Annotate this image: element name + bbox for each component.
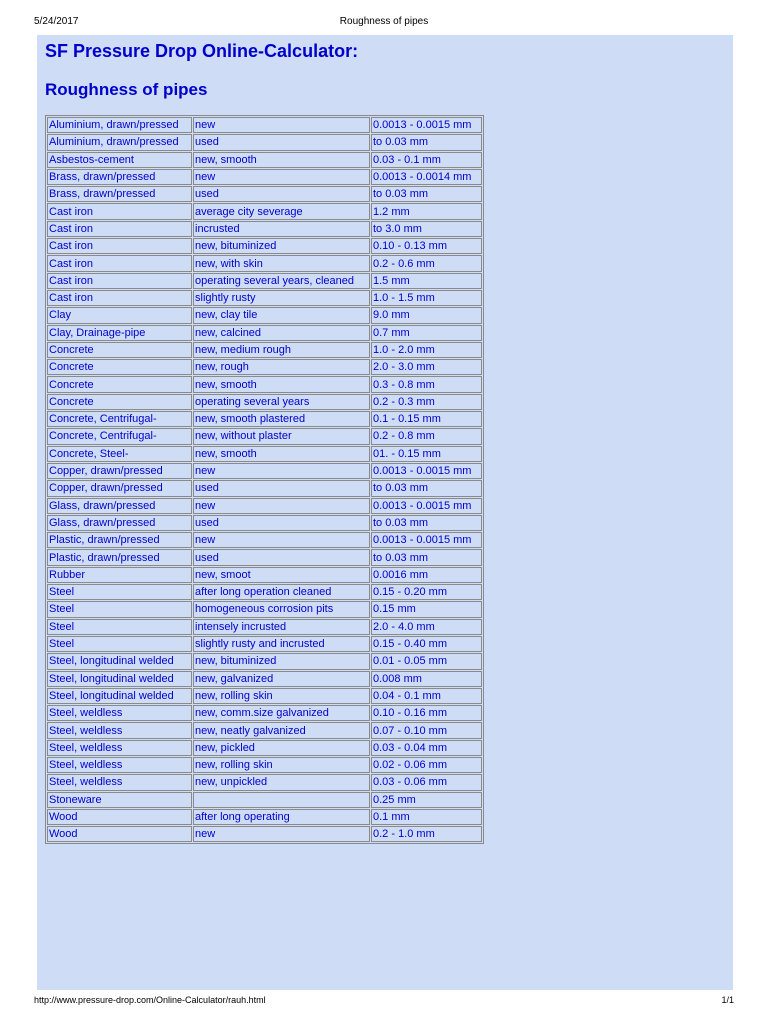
table-row <box>47 826 482 842</box>
cell-material: Steel, weldless <box>47 757 192 773</box>
cell-condition: new, unpickled <box>193 774 370 790</box>
cell-material: Aluminium, drawn/pressed <box>47 117 192 133</box>
cell-material: Concrete, Centrifugal- <box>47 428 192 444</box>
table-row <box>47 653 482 669</box>
cell-roughness: 0.10 - 0.13 mm <box>371 238 482 254</box>
cell-roughness: 0.10 - 0.16 mm <box>371 705 482 721</box>
table-row <box>47 792 482 808</box>
cell-material: Cast iron <box>47 203 192 219</box>
table-row <box>47 221 482 237</box>
cell-roughness: 01. - 0.15 mm <box>371 446 482 462</box>
table-row <box>47 515 482 531</box>
cell-condition: after long operating <box>193 809 370 825</box>
cell-material: Cast iron <box>47 290 192 306</box>
print-url: http://www.pressure-drop.com/Online-Calculator/rauh.html <box>34 995 266 1005</box>
cell-condition: new, rolling skin <box>193 688 370 704</box>
cell-roughness: 0.008 mm <box>371 671 482 687</box>
table-row <box>47 428 482 444</box>
cell-material: Copper, drawn/pressed <box>47 463 192 479</box>
cell-condition: used <box>193 549 370 565</box>
cell-condition: after long operation cleaned <box>193 584 370 600</box>
cell-condition: slightly rusty and incrusted <box>193 636 370 652</box>
cell-material: Concrete <box>47 359 192 375</box>
table-row <box>47 273 482 289</box>
cell-material: Stoneware <box>47 792 192 808</box>
cell-material: Cast iron <box>47 255 192 271</box>
table-row <box>47 619 482 635</box>
cell-roughness: to 0.03 mm <box>371 134 482 150</box>
table-row <box>47 601 482 617</box>
table-row <box>47 774 482 790</box>
cell-condition: new, with skin <box>193 255 370 271</box>
cell-material: Asbestos-cement <box>47 152 192 168</box>
print-page-number: 1/1 <box>721 995 734 1005</box>
cell-material: Aluminium, drawn/pressed <box>47 134 192 150</box>
table-row <box>47 411 482 427</box>
cell-condition: new, galvanized <box>193 671 370 687</box>
cell-condition: new, smooth <box>193 446 370 462</box>
cell-material: Concrete <box>47 394 192 410</box>
cell-condition: new <box>193 532 370 548</box>
cell-material: Plastic, drawn/pressed <box>47 549 192 565</box>
cell-condition: used <box>193 480 370 496</box>
cell-material: Cast iron <box>47 238 192 254</box>
table-row <box>47 549 482 565</box>
cell-condition: new, clay tile <box>193 307 370 323</box>
table-row <box>47 584 482 600</box>
cell-roughness: 0.2 - 0.3 mm <box>371 394 482 410</box>
table-row <box>47 722 482 738</box>
cell-material: Concrete <box>47 342 192 358</box>
table-row <box>47 740 482 756</box>
cell-material: Wood <box>47 809 192 825</box>
cell-material: Steel <box>47 584 192 600</box>
cell-roughness: 0.7 mm <box>371 325 482 341</box>
cell-roughness: 0.0013 - 0.0015 mm <box>371 532 482 548</box>
cell-roughness: 0.3 - 0.8 mm <box>371 376 482 392</box>
cell-roughness: 0.02 - 0.06 mm <box>371 757 482 773</box>
table-row <box>47 152 482 168</box>
cell-condition: new, without plaster <box>193 428 370 444</box>
cell-condition: new, bituminized <box>193 238 370 254</box>
print-header <box>34 16 734 30</box>
table-row <box>47 446 482 462</box>
roughness-table-body <box>47 117 482 842</box>
cell-condition: operating several years <box>193 394 370 410</box>
cell-condition: new <box>193 498 370 514</box>
cell-roughness: 9.0 mm <box>371 307 482 323</box>
cell-condition: used <box>193 186 370 202</box>
cell-roughness: to 0.03 mm <box>371 480 482 496</box>
page-subheading: Roughness of pipes <box>45 80 208 99</box>
cell-material: Steel <box>47 619 192 635</box>
page-heading: SF Pressure Drop Online-Calculator: <box>45 41 359 61</box>
print-footer <box>34 995 734 1009</box>
cell-material: Glass, drawn/pressed <box>47 498 192 514</box>
table-row <box>47 671 482 687</box>
cell-condition: new, calcined <box>193 325 370 341</box>
table-row <box>47 307 482 323</box>
cell-condition: used <box>193 515 370 531</box>
table-row <box>47 809 482 825</box>
roughness-table <box>45 115 484 844</box>
cell-condition: new <box>193 169 370 185</box>
cell-material: Steel, weldless <box>47 740 192 756</box>
table-row <box>47 636 482 652</box>
cell-condition: new <box>193 117 370 133</box>
cell-material: Concrete <box>47 376 192 392</box>
cell-material: Concrete, Steel- <box>47 446 192 462</box>
cell-roughness: 0.25 mm <box>371 792 482 808</box>
table-row <box>47 134 482 150</box>
cell-roughness: 0.2 - 0.6 mm <box>371 255 482 271</box>
cell-material: Steel, longitudinal welded <box>47 688 192 704</box>
cell-condition: new, smooth <box>193 152 370 168</box>
cell-material: Steel, weldless <box>47 774 192 790</box>
cell-material: Brass, drawn/pressed <box>47 169 192 185</box>
cell-condition: new, pickled <box>193 740 370 756</box>
cell-material: Steel, weldless <box>47 722 192 738</box>
cell-condition: average city severage <box>193 203 370 219</box>
cell-condition: incrusted <box>193 221 370 237</box>
cell-material: Cast iron <box>47 221 192 237</box>
cell-condition: used <box>193 134 370 150</box>
cell-condition: homogeneous corrosion pits <box>193 601 370 617</box>
cell-material: Cast iron <box>47 273 192 289</box>
cell-material: Steel, longitudinal welded <box>47 653 192 669</box>
cell-material: Wood <box>47 826 192 842</box>
cell-roughness: to 0.03 mm <box>371 515 482 531</box>
cell-material: Glass, drawn/pressed <box>47 515 192 531</box>
cell-condition: new, rough <box>193 359 370 375</box>
cell-roughness: 1.2 mm <box>371 203 482 219</box>
cell-condition: intensely incrusted <box>193 619 370 635</box>
cell-roughness: to 0.03 mm <box>371 549 482 565</box>
cell-roughness: 0.0013 - 0.0014 mm <box>371 169 482 185</box>
cell-condition: new, neatly galvanized <box>193 722 370 738</box>
table-row <box>47 203 482 219</box>
cell-material: Clay <box>47 307 192 323</box>
cell-roughness: to 3.0 mm <box>371 221 482 237</box>
cell-material: Plastic, drawn/pressed <box>47 532 192 548</box>
cell-roughness: 0.15 - 0.20 mm <box>371 584 482 600</box>
table-row <box>47 498 482 514</box>
table-row <box>47 238 482 254</box>
roughness-table-wrapper <box>45 115 484 844</box>
cell-condition: new <box>193 463 370 479</box>
cell-roughness: 0.01 - 0.05 mm <box>371 653 482 669</box>
cell-condition: new, smoot <box>193 567 370 583</box>
cell-roughness: 0.15 - 0.40 mm <box>371 636 482 652</box>
cell-condition: new <box>193 826 370 842</box>
table-row <box>47 376 482 392</box>
cell-material: Copper, drawn/pressed <box>47 480 192 496</box>
cell-condition: new, smooth <box>193 376 370 392</box>
table-row <box>47 186 482 202</box>
cell-condition: new, smooth plastered <box>193 411 370 427</box>
table-row <box>47 342 482 358</box>
cell-condition: new, rolling skin <box>193 757 370 773</box>
table-row <box>47 290 482 306</box>
cell-condition: slightly rusty <box>193 290 370 306</box>
cell-roughness: 0.0013 - 0.0015 mm <box>371 463 482 479</box>
table-row <box>47 325 482 341</box>
cell-roughness: 1.5 mm <box>371 273 482 289</box>
cell-material: Steel <box>47 601 192 617</box>
cell-condition: operating several years, cleaned <box>193 273 370 289</box>
print-title: Roughness of pipes <box>339 16 429 27</box>
cell-condition: new, comm.size galvanized <box>193 705 370 721</box>
cell-roughness: 0.1 - 0.15 mm <box>371 411 482 427</box>
cell-roughness: 0.0016 mm <box>371 567 482 583</box>
cell-roughness: 2.0 - 3.0 mm <box>371 359 482 375</box>
table-row <box>47 169 482 185</box>
cell-roughness: 2.0 - 4.0 mm <box>371 619 482 635</box>
cell-roughness: 0.1 mm <box>371 809 482 825</box>
cell-material: Rubber <box>47 567 192 583</box>
cell-condition: new, medium rough <box>193 342 370 358</box>
cell-roughness: to 0.03 mm <box>371 186 482 202</box>
cell-roughness: 1.0 - 2.0 mm <box>371 342 482 358</box>
page-content <box>37 35 733 990</box>
cell-roughness: 0.2 - 0.8 mm <box>371 428 482 444</box>
cell-material: Steel <box>47 636 192 652</box>
cell-material: Steel, weldless <box>47 705 192 721</box>
table-row <box>47 359 482 375</box>
cell-roughness: 0.03 - 0.06 mm <box>371 774 482 790</box>
table-row <box>47 480 482 496</box>
table-row <box>47 532 482 548</box>
table-row <box>47 463 482 479</box>
table-row <box>47 705 482 721</box>
table-row <box>47 117 482 133</box>
cell-material: Brass, drawn/pressed <box>47 186 192 202</box>
cell-condition <box>193 792 370 808</box>
cell-roughness: 0.03 - 0.1 mm <box>371 152 482 168</box>
cell-material: Steel, longitudinal welded <box>47 671 192 687</box>
cell-roughness: 0.15 mm <box>371 601 482 617</box>
cell-material: Clay, Drainage-pipe <box>47 325 192 341</box>
cell-roughness: 0.03 - 0.04 mm <box>371 740 482 756</box>
print-date: 5/24/2017 <box>34 16 79 27</box>
cell-condition: new, bituminized <box>193 653 370 669</box>
table-row <box>47 567 482 583</box>
cell-roughness: 0.2 - 1.0 mm <box>371 826 482 842</box>
cell-roughness: 0.04 - 0.1 mm <box>371 688 482 704</box>
cell-roughness: 0.0013 - 0.0015 mm <box>371 498 482 514</box>
cell-material: Concrete, Centrifugal- <box>47 411 192 427</box>
table-row <box>47 688 482 704</box>
table-row <box>47 394 482 410</box>
table-row <box>47 255 482 271</box>
table-row <box>47 757 482 773</box>
cell-roughness: 0.0013 - 0.0015 mm <box>371 117 482 133</box>
cell-roughness: 0.07 - 0.10 mm <box>371 722 482 738</box>
cell-roughness: 1.0 - 1.5 mm <box>371 290 482 306</box>
